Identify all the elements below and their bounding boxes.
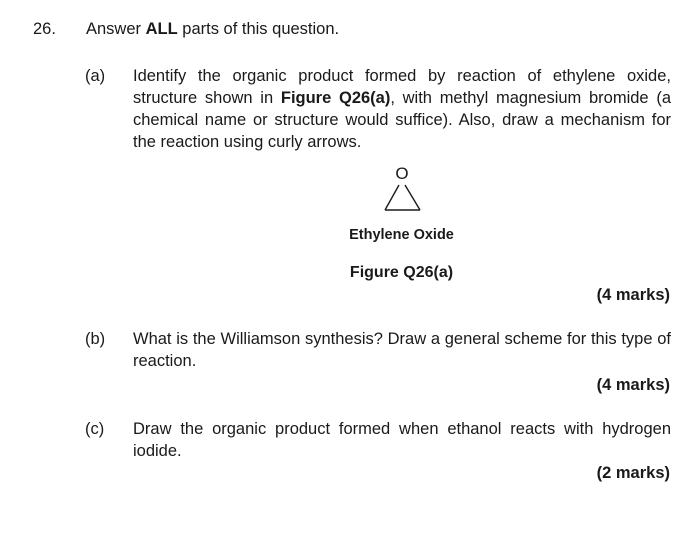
- part-c-marks: (2 marks): [596, 464, 670, 482]
- part-a-label: (a): [85, 67, 106, 85]
- part-a-marks: (4 marks): [596, 286, 670, 304]
- part-c-label: (c): [85, 420, 105, 438]
- intro-text-post: parts of this question.: [177, 20, 340, 38]
- figure-caption: Figure Q26(a): [349, 264, 454, 281]
- molecule-caption: Ethylene Oxide: [349, 227, 454, 243]
- part-b-text: What is the Williamson synthesis? Draw a general scheme for this type of reaction.: [133, 330, 671, 370]
- ring-bond-left: [385, 185, 399, 210]
- question-number: 26.: [33, 20, 56, 38]
- part-c-text: Draw the organic product formed when ethanol reacts with hydrogen iodide.: [133, 420, 671, 460]
- intro-text-bold: ALL: [145, 20, 178, 38]
- intro-text-pre: Answer: [86, 20, 146, 38]
- ethylene-oxide-structure: [370, 160, 434, 216]
- part-a-text-pre: Identify the organic product formed by reaction of ethylene oxide, structure shown in: [133, 67, 671, 107]
- part-a-text-post: , with methyl magnesium bromide (a chemical name or structure would suffice). Also, draw a mechanism for the reaction using curly arrows.: [133, 89, 671, 151]
- question-intro: [86, 18, 339, 40]
- ring-bond-right: [405, 185, 420, 210]
- part-b-marks: (4 marks): [596, 376, 670, 394]
- part-a-text: [133, 65, 671, 153]
- oxygen-atom-label: O: [395, 164, 409, 183]
- part-a-figure-ref: Figure Q26(a): [280, 89, 391, 107]
- part-b-label: (b): [85, 330, 106, 348]
